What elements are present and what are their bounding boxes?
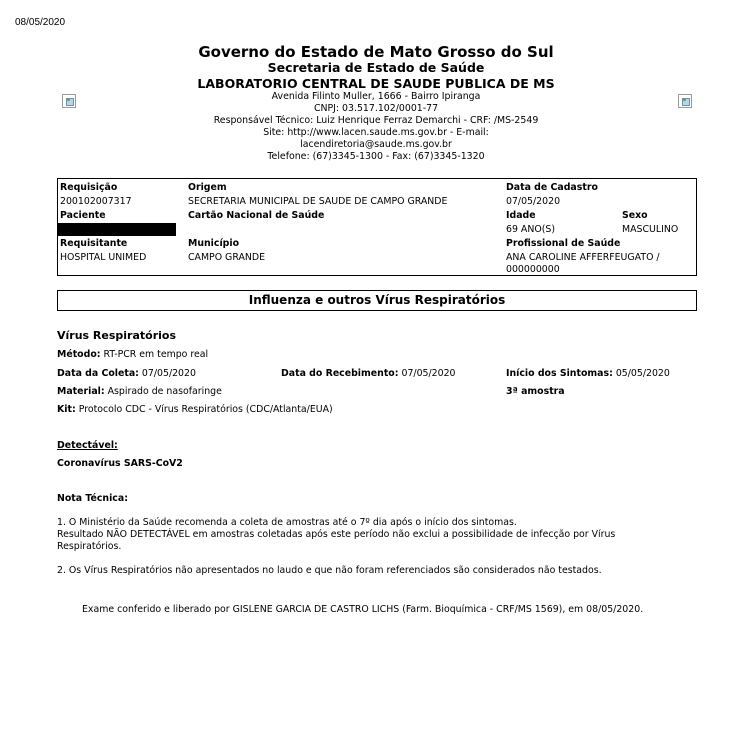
data-coleta-value: 07/05/2020 <box>141 368 196 379</box>
requisicao-label: Requisição <box>60 182 118 193</box>
exam-title-box <box>57 290 697 311</box>
data-cadastro-value: 07/05/2020 <box>506 196 561 207</box>
inicio-sintomas-label: Início dos Sintomas: <box>506 368 613 379</box>
nota-item1-line1: 1. O Ministério da Saúde recomenda a coleta de amostras até o 7º dia após o início dos sintomas. <box>57 517 517 528</box>
requisitante-label: Requisitante <box>60 238 128 249</box>
sexo-label: Sexo <box>622 210 648 221</box>
section-title: Vírus Respiratórios <box>57 329 177 342</box>
cartao-label: Cartão Nacional de Saúde <box>188 210 325 221</box>
requisicao-value: 200102007317 <box>60 196 132 207</box>
nota-item1 <box>57 517 697 553</box>
header-phone: Telefone: (67)3345-1300 - Fax: (67)3345-1320 <box>267 151 485 162</box>
material-value: Aspirado de nasofaringe <box>107 386 222 397</box>
header-secretaria: Secretaria de Estado de Saúde <box>267 60 485 75</box>
nota-item1-line3: Respiratórios. <box>57 541 122 552</box>
data-coleta-label: Data da Coleta: <box>57 368 139 379</box>
kit-field <box>57 404 333 415</box>
municipio-value: CAMPO GRANDE <box>188 252 266 263</box>
metodo-field <box>57 349 208 360</box>
material-label: Material: <box>57 386 105 397</box>
profissional-value-line1: ANA CAROLINE AFFERFEUGATO / <box>506 252 660 263</box>
nota-item1-line2: Resultado NÃO DETECTÁVEL em amostras coletadas após este período não exclui a possibilidade de infecção por Vírus <box>57 529 616 540</box>
header-responsible: Responsável Técnico: Luiz Henrique Ferraz Demarchi - CRF: /MS-2549 <box>213 115 539 126</box>
data-cadastro-label: Data de Cadastro <box>506 182 598 193</box>
origem-value: SECRETARIA MUNICIPAL DE SAUDE DE CAMPO GRANDE <box>188 196 448 207</box>
header-cnpj: CNPJ: 03.517.102/0001-77 <box>313 103 439 114</box>
header-address: Avenida Filinto Muller, 1666 - Bairro Ipiranga <box>271 91 481 102</box>
kit-label: Kit: <box>57 404 76 415</box>
metodo-value: RT-PCR em tempo real <box>103 349 209 360</box>
amostra-value: 3ª amostra <box>506 386 565 397</box>
origem-label: Origem <box>188 182 227 193</box>
inicio-sintomas-value: 05/05/2020 <box>615 368 670 379</box>
data-recebimento-field <box>281 368 456 379</box>
material-field <box>57 386 222 397</box>
profissional-label: Profissional de Saúde <box>506 238 621 249</box>
data-recebimento-value: 07/05/2020 <box>401 368 456 379</box>
nota-title: Nota Técnica: <box>57 493 128 504</box>
kit-value: Protocolo CDC - Vírus Respiratórios (CDC/Atlanta/EUA) <box>78 404 333 415</box>
inicio-sintomas-field <box>506 368 670 379</box>
release-statement: Exame conferido e liberado por GISLENE GARCIA DE CASTRO LICHS (Farm. Bioquímica - CRF/MS 1569), em 08/05/2020. <box>82 604 644 615</box>
idade-label: Idade <box>506 210 536 221</box>
header-government: Governo do Estado de Mato Grosso do Sul <box>198 43 554 61</box>
data-recebimento-label: Data do Recebimento: <box>281 368 399 379</box>
header-laboratorio: LABORATORIO CENTRAL DE SAUDE PUBLICA DE MS <box>197 76 555 91</box>
result-value: Coronavírus SARS-CoV2 <box>57 458 183 469</box>
profissional-value-line2: 000000000 <box>506 264 560 275</box>
header-site: Site: http://www.lacen.saude.ms.gov.br - E-mail: <box>263 127 489 138</box>
print-date: 08/05/2020 <box>15 17 66 28</box>
nota-item2: 2. Os Vírus Respiratórios não apresentados no laudo e que não foram referenciados são considerados não testados. <box>57 565 602 576</box>
header-email: lacendiretoria@saude.ms.gov.br <box>300 139 452 150</box>
sexo-value: MASCULINO <box>622 224 679 235</box>
patient-name-redacted <box>58 223 176 236</box>
requisitante-value: HOSPITAL UNIMED <box>60 252 147 263</box>
data-coleta-field <box>57 368 196 379</box>
idade-value: 69 ANO(S) <box>506 224 555 235</box>
municipio-label: Município <box>188 238 240 249</box>
paciente-label: Paciente <box>60 210 106 221</box>
result-label: Detectável: <box>57 440 118 451</box>
exam-title: Influenza e outros Vírus Respiratórios <box>248 293 506 307</box>
metodo-label: Método: <box>57 349 101 360</box>
